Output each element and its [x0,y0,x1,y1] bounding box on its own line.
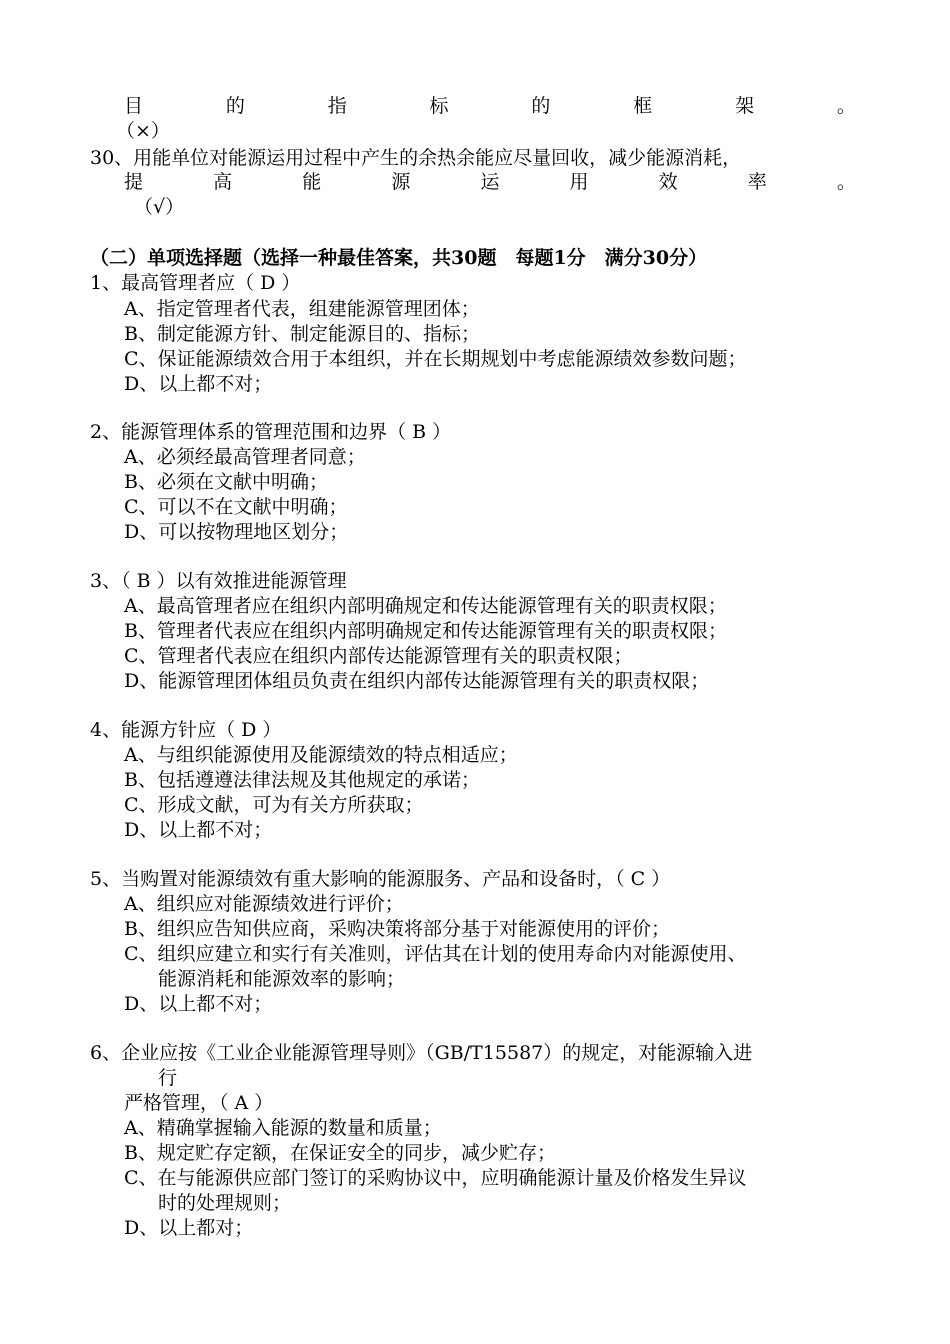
question-option: B、组织应告知供应商，采购决策将部分基于对能源使用的评价； [124,918,670,940]
carry-over-justified-line [124,94,856,119]
question-stem: 2、能源管理体系的管理范围和边界（ B ） [90,421,452,443]
q30-text: 30、用能单位对能源运用过程中产生的余热余能应尽量回收，减少能源消耗， [90,147,742,169]
justified-char: 架 [735,95,755,117]
question-option: C、组织应建立和实行有关准则，评估其在计划的使用寿命内对能源使用、 [124,943,747,965]
question-stem: 3、（ B ）以有效推进能源管理 [90,570,347,592]
question-option: A、与组织能源使用及能源绩效的特点相适应； [124,744,518,766]
justified-char: 率 [747,171,767,193]
justified-char: 能 [302,171,322,193]
question-option: C、可以不在文献中明确； [124,496,348,518]
question-stem: 1、最高管理者应（ D ） [90,272,301,294]
justified-char: 提 [124,171,144,193]
question-option: D、可以按物理地区划分； [124,521,349,543]
section-title: （二）单项选择题（选择一种最佳答案，共30题 每题1分 满分30分） [90,247,708,269]
justified-char: 的 [531,95,551,117]
question-option: B、管理者代表应在组织内部明确规定和传达能源管理有关的职责权限； [124,620,727,642]
justified-char: 。 [836,95,856,117]
justified-char: 源 [391,171,411,193]
justified-char: 。 [836,171,856,193]
justified-char: 的 [225,95,245,117]
question-option: D、以上都不对； [124,819,273,841]
question-option: B、包括遵遵法律法规及其他规定的承诺； [124,769,480,791]
justified-char: 高 [213,171,233,193]
justified-char: 运 [480,171,500,193]
question-option: A、最高管理者应在组织内部明确规定和传达能源管理有关的职责权限； [124,595,727,617]
justified-char: 框 [633,95,653,117]
question-option: A、精确掌握输入能源的数量和质量； [124,1117,442,1139]
justified-char: 目 [124,95,144,117]
justified-char: 效 [658,171,678,193]
question-option: A、指定管理者代表，组建能源管理团体； [124,298,480,320]
question-option: B、必须在文献中明确； [124,471,328,493]
carry-over-answer: （×） [116,120,170,142]
question-option: D、以上都不对； [124,993,273,1015]
question-option: C、管理者代表应在组织内部传达能源管理有关的职责权限； [124,645,633,667]
question-option: B、制定能源方针、制定能源目的、指标； [124,323,480,345]
question-option-cont: 能源消耗和能源效率的影响； [158,968,406,990]
question-option: D、能源管理团体组员负责在组织内部传达能源管理有关的职责权限； [124,670,710,692]
question-option: C、在与能源供应部门签订的采购协议中，应明确能源计量及价格发生异议 [124,1167,747,1189]
justified-char: 指 [327,95,347,117]
justified-char: 用 [569,171,589,193]
question-option: D、以上都对； [124,1217,254,1239]
question-stem-cont: 严格管理，（ A ） [124,1092,274,1114]
question-stem-cont: 行 [158,1067,178,1089]
question-option: C、保证能源绩效合用于本组织，并在长期规划中考虑能源绩效参数问题； [124,348,747,370]
question-option: A、组织应对能源绩效进行评价； [124,893,404,915]
question-option: D、以上都不对； [124,373,273,395]
q30-justified-line [124,170,856,195]
justified-char: 标 [429,95,449,117]
question-option: C、形成文献，可为有关方所获取； [124,794,424,816]
question-option: A、必须经最高管理者同意； [124,446,366,468]
q30-answer: （√） [134,196,185,218]
question-option: B、规定贮存定额，在保证安全的同步，减少贮存； [124,1142,556,1164]
question-stem: 6、企业应按《工业企业能源管理导则》（GB/T15587）的规定，对能源输入进 [90,1042,753,1064]
question-stem: 4、能源方针应（ D ） [90,719,282,741]
question-option-cont: 时的处理规则； [158,1192,292,1214]
question-stem: 5、当购置对能源绩效有重大影响的能源服务、产品和设备时，（ C ） [90,868,671,890]
